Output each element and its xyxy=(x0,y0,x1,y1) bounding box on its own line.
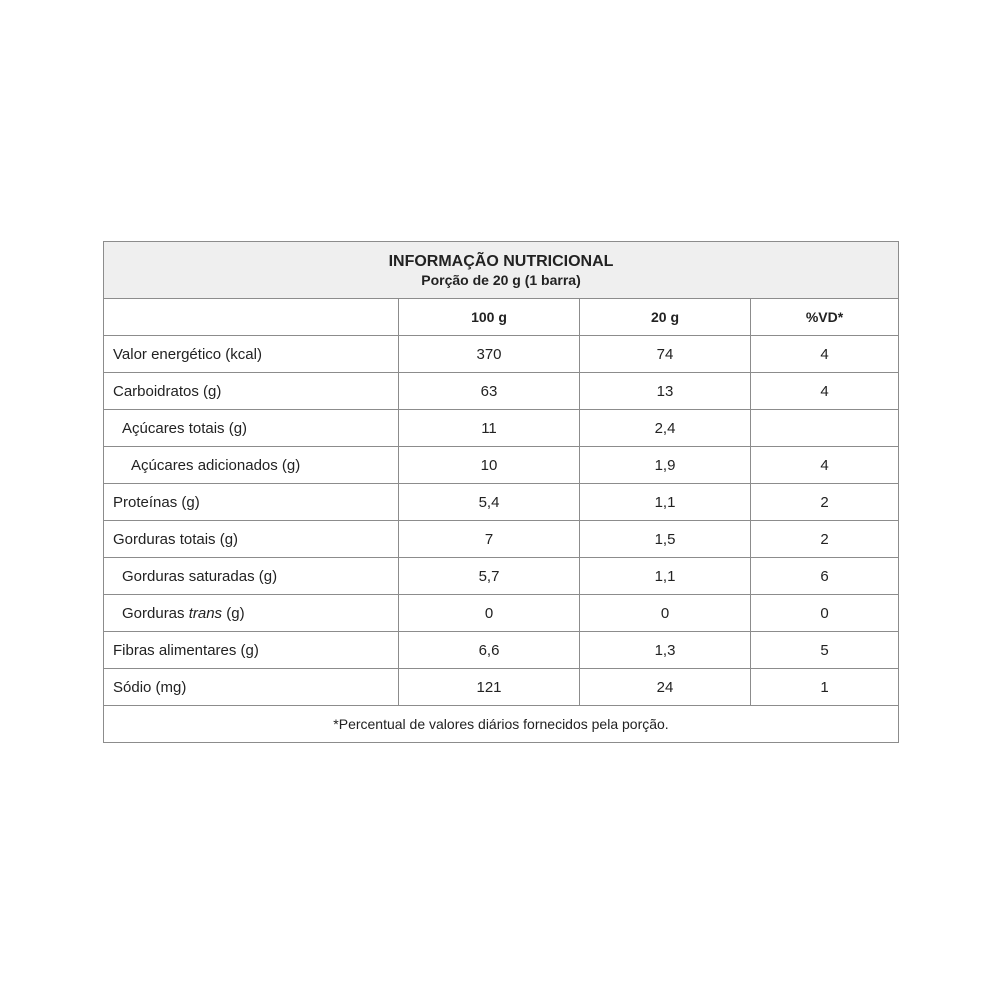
value-100g: 0 xyxy=(399,595,580,632)
table-row-sodium xyxy=(104,669,899,706)
table-row-trans-fat xyxy=(104,595,899,632)
nutrient-name: Açúcares totais (g) xyxy=(104,410,399,447)
value-100g: 5,7 xyxy=(399,558,580,595)
column-header-vd: %VD* xyxy=(751,299,899,336)
nutrition-facts-table xyxy=(103,241,899,743)
nutrient-name: Proteínas (g) xyxy=(104,484,399,521)
value-20g: 1,1 xyxy=(580,484,751,521)
value-vd: 6 xyxy=(751,558,899,595)
value-vd: 2 xyxy=(751,484,899,521)
nutrient-name: Sódio (mg) xyxy=(104,669,399,706)
value-vd: 1 xyxy=(751,669,899,706)
column-header-100g: 100 g xyxy=(399,299,580,336)
value-20g: 1,3 xyxy=(580,632,751,669)
empty-header-cell xyxy=(104,299,399,336)
value-100g: 63 xyxy=(399,373,580,410)
serving-size: Porção de 20 g (1 barra) xyxy=(421,272,581,288)
value-20g: 1,1 xyxy=(580,558,751,595)
value-20g: 74 xyxy=(580,336,751,373)
table-row-fiber xyxy=(104,632,899,669)
footnote: *Percentual de valores diários fornecidos pela porção. xyxy=(104,706,899,743)
table-heading xyxy=(104,242,899,299)
table-row-added-sugars xyxy=(104,447,899,484)
value-20g: 13 xyxy=(580,373,751,410)
value-vd: 2 xyxy=(751,521,899,558)
value-20g: 2,4 xyxy=(580,410,751,447)
nutrient-name: Valor energético (kcal) xyxy=(104,336,399,373)
footnote-row xyxy=(104,706,899,743)
value-20g: 1,5 xyxy=(580,521,751,558)
value-vd xyxy=(751,410,899,447)
table-row-total-fat xyxy=(104,521,899,558)
table-row-energy xyxy=(104,336,899,373)
nutrient-name: Gorduras totais (g) xyxy=(104,521,399,558)
table-row-carbohydrates xyxy=(104,373,899,410)
nutrient-name-italic: trans xyxy=(188,604,223,622)
value-100g: 10 xyxy=(399,447,580,484)
value-vd: 5 xyxy=(751,632,899,669)
value-vd: 4 xyxy=(751,373,899,410)
value-100g: 5,4 xyxy=(399,484,580,521)
value-20g: 24 xyxy=(580,669,751,706)
value-100g: 370 xyxy=(399,336,580,373)
nutrient-name: Gorduras saturadas (g) xyxy=(104,558,399,595)
table-header-row xyxy=(104,242,899,299)
value-20g: 0 xyxy=(580,595,751,632)
nutrient-name-prefix: Gorduras xyxy=(122,604,189,622)
table-title: INFORMAÇÃO NUTRICIONAL xyxy=(388,253,614,270)
value-100g: 6,6 xyxy=(399,632,580,669)
nutrient-name: Açúcares adicionados (g) xyxy=(104,447,399,484)
value-vd: 4 xyxy=(751,447,899,484)
column-header-row xyxy=(104,299,899,336)
value-100g: 11 xyxy=(399,410,580,447)
value-100g: 7 xyxy=(399,521,580,558)
nutrient-name xyxy=(104,595,399,632)
value-100g: 121 xyxy=(399,669,580,706)
value-vd: 4 xyxy=(751,336,899,373)
value-vd: 0 xyxy=(751,595,899,632)
nutrient-name: Fibras alimentares (g) xyxy=(104,632,399,669)
table-row-proteins xyxy=(104,484,899,521)
table-row-saturated-fat xyxy=(104,558,899,595)
nutrient-name-suffix: (g) xyxy=(222,604,245,622)
table-row-total-sugars xyxy=(104,410,899,447)
nutrient-name: Carboidratos (g) xyxy=(104,373,399,410)
value-20g: 1,9 xyxy=(580,447,751,484)
column-header-20g: 20 g xyxy=(580,299,751,336)
